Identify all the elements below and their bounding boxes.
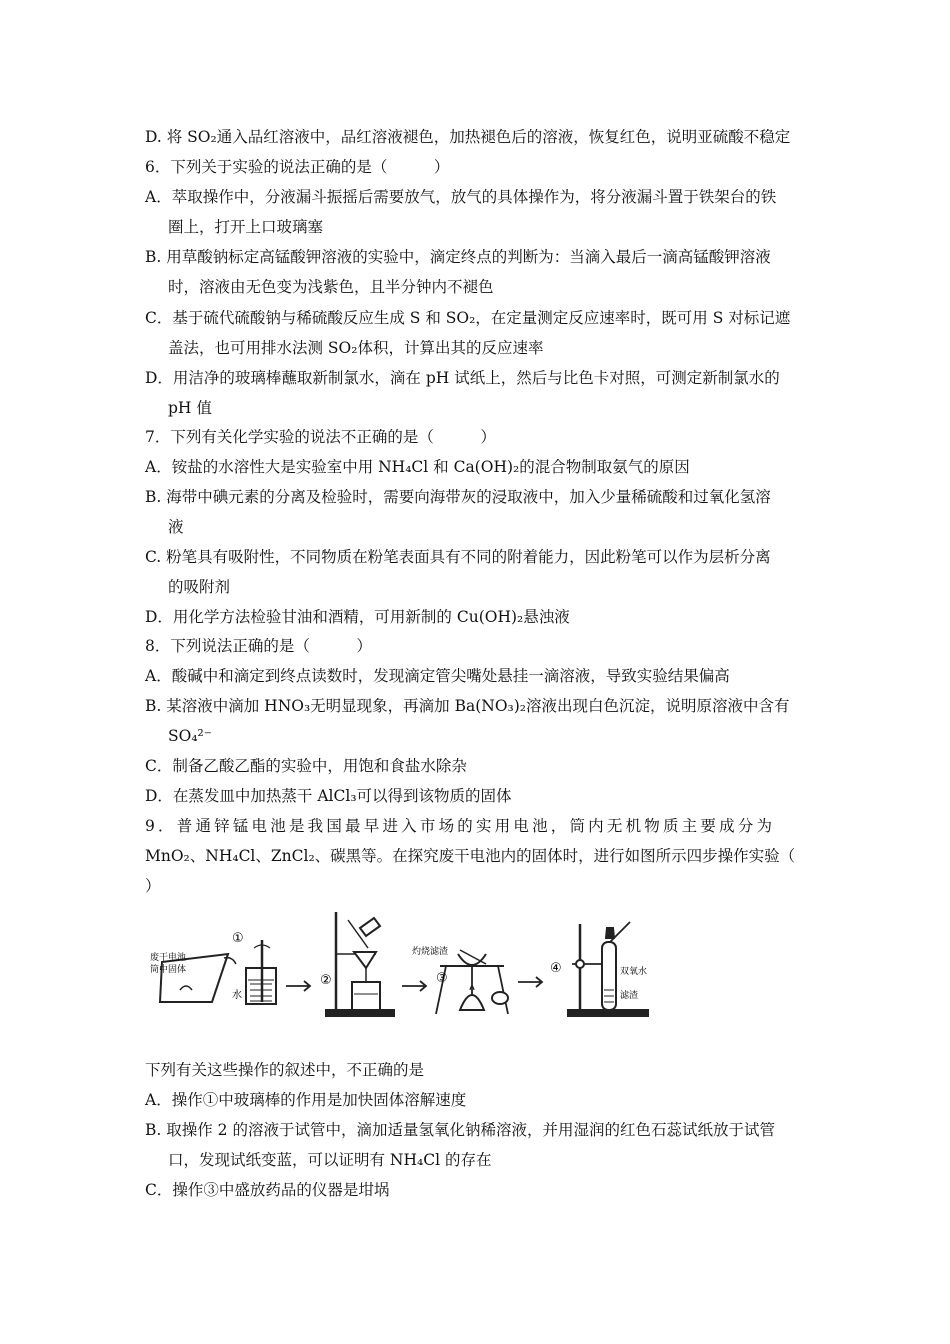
- step-1-label: ①: [232, 931, 244, 946]
- step-2-label: ②: [320, 973, 332, 988]
- q8-option-d: D．在蒸发皿中加热蒸干 AlCl₃可以得到该物质的固体: [145, 787, 512, 805]
- funnel-2: [354, 952, 376, 968]
- test-tube: [602, 942, 616, 1010]
- solid-label-2: 筒中固体: [150, 965, 187, 975]
- q5-option-d: D. 将 SO₂通入品红溶液中，品红溶液褪色，加热褪色后的溶液，恢复红色，说明亚硫酸不稳定: [145, 128, 791, 146]
- q9-substem: 下列有关这些操作的叙述中，不正确的是: [145, 1061, 425, 1079]
- water-label: 水: [232, 990, 242, 1001]
- q6-option-c: C．基于硫代硫酸钠与稀硫酸反应生成 S 和 SO₂，在定量测定反应速率时，既可用 S 对标记遮: [145, 309, 791, 327]
- q9-stem-paren: ）: [145, 877, 161, 895]
- q8-option-b-cont: SO₄²⁻: [168, 727, 212, 745]
- burn-residue-label: 灼烧滤渣: [412, 947, 449, 957]
- q7-option-b-cont: 液: [168, 518, 184, 536]
- arrow-1: [286, 981, 310, 991]
- q9-option-a: A．操作①中玻璃棒的作用是加快固体溶解速度: [145, 1091, 467, 1109]
- q8-option-b: B. 某溶液中滴加 HNO₃无明显现象，再滴加 Ba(NO₃)₂溶液出现白色沉淀，说明原溶液中含有: [145, 697, 790, 715]
- q7-stem: 7．下列有关化学实验的说法不正确的是（ ）: [145, 428, 496, 446]
- q7-option-c: C. 粉笔具有吸附性，不同物质在粉笔表面具有不同的附着能力，因此粉笔可以作为层析分离: [145, 548, 771, 566]
- step-4-label: ④: [550, 961, 562, 976]
- q6-option-a: A．萃取操作中，分液漏斗振摇后需要放气，放气的具体操作为，将分液漏斗置于铁架台的铁: [145, 188, 777, 206]
- alcohol-lamp: [460, 995, 484, 1010]
- beaker-2: [352, 982, 380, 1010]
- q9-option-c: C．操作③中盛放药品的仪器是坩埚: [145, 1181, 390, 1199]
- q8-option-a: A．酸碱中和滴定到终点读数时，发现滴定管尖嘴处悬挂一滴溶液，导致实验结果偏高: [145, 667, 730, 685]
- pouring-beaker: [360, 918, 380, 936]
- q9-apparatus-figure: [140, 898, 660, 1038]
- lamp-cap: [492, 992, 508, 1004]
- q8-option-c: C．制备乙酸乙酯的实验中，用饱和食盐水除杂: [145, 757, 467, 775]
- q9-option-b-cont: 口，发现试纸变蓝，可以证明有 NH₄Cl 的存在: [168, 1151, 492, 1169]
- q6-stem: 6．下列关于实验的说法正确的是（ ）: [145, 158, 450, 176]
- q6-option-c-cont: 盖法，也可用排水法测 SO₂体积，计算出其的反应速率: [168, 339, 544, 357]
- solid-label-1: 废干电池: [150, 953, 187, 963]
- q7-option-d: D．用化学方法检验甘油和酒精，可用新制的 Cu(OH)₂悬浊液: [145, 608, 570, 626]
- arrow-3: [518, 977, 542, 987]
- q7-option-a: A．铵盐的水溶性大是实验室中用 NH₄Cl 和 Ca(OH)₂的混合物制取氨气的原因: [145, 458, 690, 476]
- q7-option-c-cont: 的吸附剂: [168, 578, 231, 596]
- step-3-label: ③: [436, 971, 448, 986]
- arrow-2: [402, 981, 426, 991]
- q6-option-b-cont: 时，溶液由无色变为浅紫色，且半分钟内不褪色: [168, 278, 494, 296]
- q6-option-b: B. 用草酸钠标定高锰酸钾溶液的实验中，滴定终点的判断为：当滴入最后一滴高锰酸钾溶液: [145, 248, 771, 266]
- q9-stem: 9．普通锌锰电池是我国最早进入市场的实用电池，筒内无机物质主要成分为: [145, 817, 776, 835]
- h2o2-label: 双氧水: [620, 967, 648, 977]
- apparatus-drawing: [140, 898, 660, 1038]
- q6-option-d: D．用洁净的玻璃棒蘸取新制氯水，滴在 pH 试纸上，然后与比色卡对照，可测定新制氯水的: [145, 369, 780, 387]
- q9-stem-cont: MnO₂、NH₄Cl、ZnCl₂、碳黑等。在探究废干电池内的固体时，进行如图所示四步操作实验（: [145, 847, 796, 865]
- residue-label: 滤渣: [620, 991, 639, 1001]
- q6-option-a-cont: 圈上，打开上口玻璃塞: [168, 218, 324, 236]
- q8-stem: 8．下列说法正确的是（ ）: [145, 637, 372, 655]
- q7-option-b: B. 海带中碘元素的分离及检验时，需要向海带灰的浸取液中，加入少量稀硫酸和过氧化氢溶: [145, 488, 771, 506]
- q9-option-b: B. 取操作 2 的溶液于试管中，滴加适量氢氧化钠稀溶液，并用湿润的红色石蕊试纸放于试管: [145, 1121, 775, 1139]
- q6-option-d-cont: pH 值: [168, 399, 212, 417]
